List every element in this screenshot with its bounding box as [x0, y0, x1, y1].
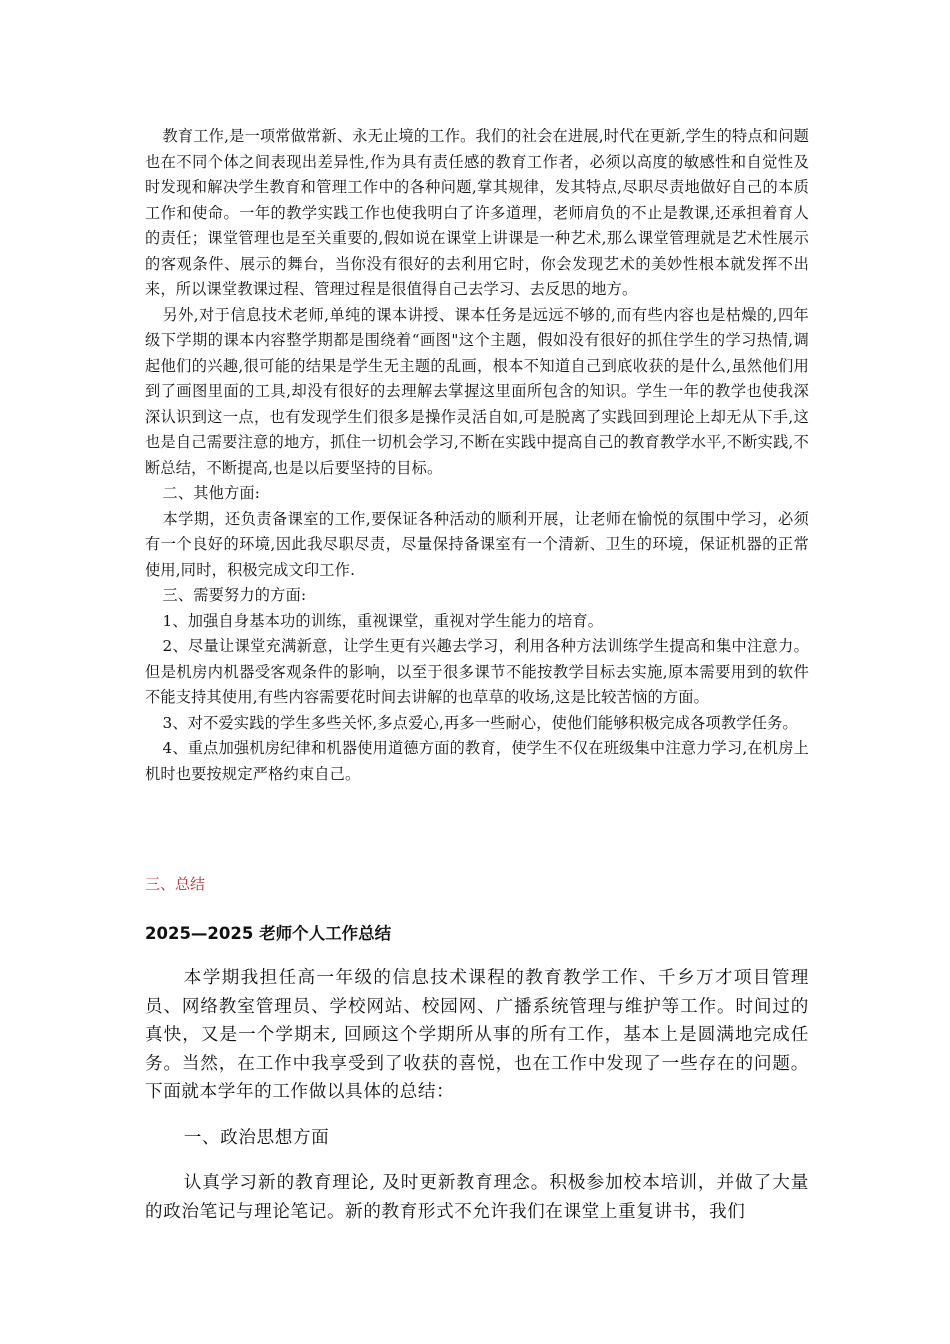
heading-improvements: 三、需要努力的方面:	[162, 586, 307, 604]
paragraph-prep-room: 本学期，还负责备课室的工作,要保证各种活动的顺利开展，让老师在愉悦的氛围中学习，必须有一个良好的环境,因此我尽职尽责，尽量保持备课室有一个清新、卫生的环境，保证机器的正常使用,同时，积极完成文印工作.	[145, 509, 809, 579]
list-item-1: 1、加强自身基本功的训练，重视课堂，重视对学生能力的培育。	[162, 611, 604, 630]
list-item-2: 2、尽量让课堂充满新意，让学生更有兴趣去学习，利用各种方法训练学生提高和集中注意力。但是机房内机器受客观条件的影响，以至于很多课节不能按教学目标去实施,原本需要用到的软件不能支持其使用,有些内容需要花时间去讲解的也草草的收场,这是比较苦恼的方面。	[145, 637, 809, 706]
list-item-4: 4、重点加强机房纪律和机器使用道德方面的教育，使学生不仅在班级集中注意力学习,在机房上机时也要按规定严格约束自己。	[145, 739, 809, 783]
paragraph-it-teacher: 另外,对于信息技术老师,单纯的课本讲授、课本任务是远远不够的,而有些内容也是枯燥的,四年级下学期的课本内容整学期都是围绕着“画图"这个主题，假如没有很好的抓住学生的学习热情,调起他们的兴趣,很可能的结果是学生无主题的乱画，根本不知道自己到底收获的是什么,虽然他们用到了画图里面的工具,却没有很好的去理解去掌握这里面所包含的知识。学生一年的教学也使我深深认识到这一点，也有发现学生们很多是操作灵活自如,可是脱离了实践回到理论上却无从下手,这也是自己需要注意的地方，抓住一切机会学习,不断在实践中提高自己的教育教学水平,不断实践,不断总结，不断提高,也是以后要坚持的目标。	[145, 305, 809, 477]
personal-summary-section	[145, 964, 809, 1243]
work-reflection-section	[145, 124, 809, 787]
list-item-3: 3、对不爱实践的学生多些关怀,多点爱心,再多一些耐心，使他们能够积极完成各项教学任务。	[162, 713, 798, 732]
paragraph-study-theory: 认真学习新的教育理论, 及时更新教育理念。积极参加校本培训，并做了大量的政治笔记与理论笔记。新的教育形式不允许我们在课堂上重复讲书，我们	[145, 1173, 809, 1222]
summary-heading: 三、总结	[145, 875, 206, 893]
paragraph-education-work: 教育工作,是一项常做常新、永无止境的工作。我们的社会在进展,时代在更新,学生的特点和问题也在不同个体之间表现出差异性,作为具有责任感的教育工作者，必须以高度的敏感性和自觉性及时发现和解决学生教育和管理工作中的各种问题,掌其规律，发其特点,尽职尽责地做好自己的本质工作和使命。一年的教学实践工作也使我明白了许多道理，老师肩负的不止是教课,还承担着育人的责任；课堂管理也是至关重要的,假如说在课堂上讲课是一种艺术,那么课堂管理就是艺术性展示的客观条件、展示的舞台，当你没有很好的去利用它时，你会发现艺术的美妙性根本就发挥不出来，所以课堂教课过程、管理过程是很值得自己去学习、去反思的地方。	[145, 127, 809, 298]
paragraph-intro: 本学期我担任高一年级的信息技术课程的教育教学工作、千乡万才项目管理员、网络教室管理员、学校网站、校园网、广播系统管理与维护等工作。时间过的真快，又是一个学期末, 回顾这个学期所从事的所有工作，基本上是圆满地完成任务。当然，在工作中我享受到了收获的喜悦，也在工作中发现了一些存在的问题。下面就本学年的工作做以具体的总结：	[145, 968, 809, 1102]
heading-political-thought: 一、政治思想方面	[183, 1127, 330, 1148]
heading-other-aspects: 二、其他方面:	[162, 484, 261, 502]
document-title: 2025—2025 老师个人工作总结	[145, 924, 392, 943]
